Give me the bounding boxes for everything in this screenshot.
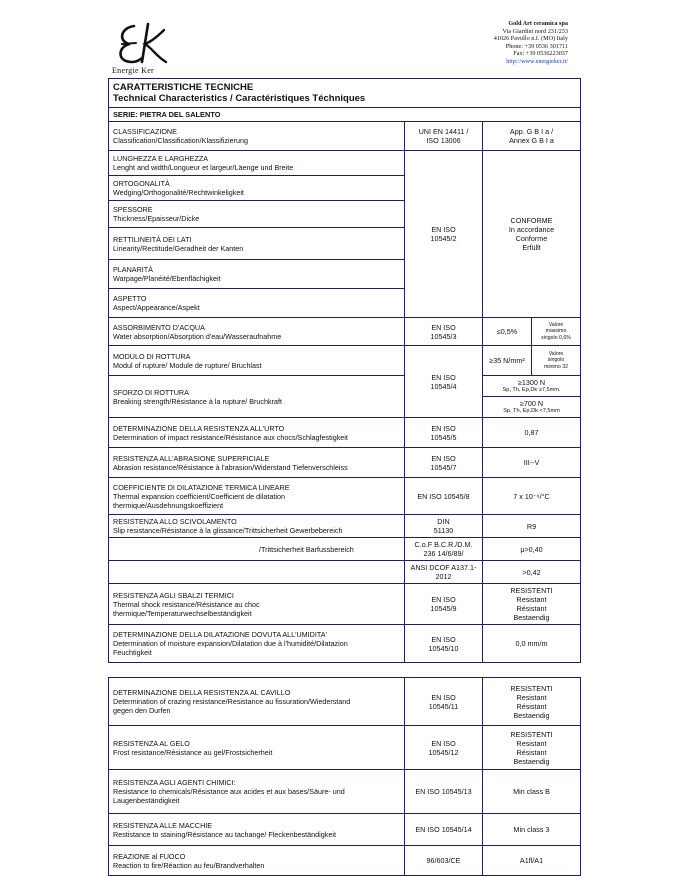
table-row: DETERMINAZIONE DELLA RESISTENZA AL CAVILLO Determination of crazing resistance/Resistance au fissuration/Wiederstand gegen den Durfen EN ISO 10545/11 RESISTENTI Resistant Résistant Bestaendig <box>109 678 581 726</box>
table-row: ASSORBIMENTO D'ACQUA Water absorption/Absorption d'eau/Wasseraufnahme EN ISO 10545/3 ≤0,5% Valore massimo singolo 0,6% <box>109 318 581 346</box>
table-row: CLASSIFICAZIONE Classification/Classification/Klassifizierung UNI EN 14411 / ISO 13006 App. G B I a / Annex G B I a <box>109 122 581 151</box>
table-row: RESISTENZA ALL'ABRASIONE SUPERFICIALE Abrasion resistance/Résistance à l'abrasion/Widerstand Tiefenverschleiss EN ISO 10545/7 III--V <box>109 448 581 478</box>
table-row: RESISTENZA AGLI SBALZI TERMICI Thermal shock resistance/Résistance au choc thermique/Temperaturwechselbeständigkeit EN ISO 10545/9 RESISTENTI Resistant Résistant Bestaendig <box>109 584 581 625</box>
table-row: ASPETTO Aspect/Appearance/Aspekt <box>109 289 581 318</box>
logo-subtitle: Energie Ker <box>112 66 155 75</box>
company-address-2: 41026 Pavullo n.f. (MO) Italy <box>493 35 568 43</box>
company-name: Gold Art ceramica spa <box>508 20 568 27</box>
table-row: MODULO DI ROTTURA Modul of rupture/ Module de rupture/ Bruchlast EN ISO 10545/4 ≥35 N/mm² Valore singolo minimo 32 <box>109 346 581 376</box>
table-row: LUNGHEZZA E LARGHEZZA Lenght and width/Longueur et largeur/Läenge und Breite EN ISO 10545/2 CONFORME In accordance Conforme Erfüllt <box>109 151 581 176</box>
company-info <box>494 20 568 66</box>
table-row: DETERMINAZIONE DELLA DILATAZIONE DOVUTA ALL'UMIDITA' Determination of moisture expansion/Dilatation due à l'humidité/Dilatazion Feuchtigkeit EN ISO 10545/10 0,0 mm/m <box>109 625 581 663</box>
table-title-row <box>109 79 581 108</box>
serie-label: SERIE: PIETRA DEL SALENTO <box>109 108 581 122</box>
table-row: ANSI DCOF A137.1- 2012 >0,42 <box>109 561 581 584</box>
company-url[interactable]: http://www.energieker.it/ <box>506 57 568 65</box>
table-row: ≥700 N Sp, Th, Ep,Dk <7,5mm <box>109 397 581 418</box>
table-subtitle: Technical Characteristics / Caractéristiques Téchniques <box>113 93 366 104</box>
table-row: DETERMINAZIONE DELLA RESISTENZA ALL'URTO Determination of impact resistance/Résistance aux chocs/Schlagfestigkeit EN ISO 10545/5 0,87 <box>109 418 581 448</box>
group1-value: CONFORME In accordance Conforme Erfüllt <box>483 151 581 318</box>
table-row: PLANARITÀ Warpage/Planéité/Ebenflächigkeit <box>109 260 581 289</box>
company-address-1: Via Giardini nord 231/233 <box>502 27 568 35</box>
table-row: REAZIONE al FUOCO Reaction to fire/Réaction au feu/Brandverhalten 96/603/CE A1fl/A1 <box>109 846 581 876</box>
technical-table <box>108 78 581 663</box>
technical-table-2 <box>108 677 581 876</box>
table-row: /Trittsicherheit Barfussbereich C.o.F B.C.R./D.M. 236 14/6/89/ μ>0,40 <box>109 538 581 561</box>
table-row: ORTOGONALITÀ Wedging/Orthogonalité/Rechtwinkeligkeit <box>109 176 581 201</box>
table-row: COEFFICIENTE DI DILATAZIONE TERMICA LINEARE Thermal expansion coefficient/Coefficient de dilatation thermique/Ausdehnungskoeffizient EN ISO 10545/8 7 x 10⁻⁶/°C <box>109 478 581 515</box>
table-row: RESISTENZA AL GELO Frost resistance/Résistance au gel/Frostsicherheit EN ISO 10545/12 RESISTENTI Resistant Résistant Bestaendig <box>109 726 581 770</box>
company-phone: Phone: +39 0536 301711 <box>505 42 568 50</box>
table-title: CARATTERISTICHE TECNICHE <box>113 82 254 93</box>
table-row <box>109 108 581 122</box>
table-row: RETTILINEITÀ DEI LATI Linearity/Rectitude/Geradheit der Kanten <box>109 228 581 260</box>
energieker-logo <box>112 18 172 72</box>
table-row: SFORZO DI ROTTURA Breaking strength/Résistance à la rupture/ Bruchkraft ≥1300 N Sp, Th, Ep,Dk ≥7,5mm. <box>109 376 581 397</box>
table-row: SPESSORE Thickness/Epaisseur/Dicke <box>109 201 581 228</box>
table-row: RESISTENZA AGLI AGENTI CHIMICI: Resistance to chemicals/Résistance aux acides et aux bases/Säure- und Laugenbeständigkeit EN ISO 10545/13 Min class B <box>109 770 581 814</box>
table-row: RESISTENZA ALLE MACCHIE Restistance to staining/Résistance au tachange/ Fleckenbeständigkeit EN ISO 10545/14 Min class 3 <box>109 814 581 846</box>
group1-norm: EN ISO 10545/2 <box>405 151 483 318</box>
table-row: RESISTENZA ALLO SCIVOLAMENTO Slip resistance/Résistance à la glissance/Trittsicherheit Gewerbebereich DIN 51130 R9 <box>109 515 581 538</box>
company-fax: Fax: +39 0536223037 <box>513 50 568 58</box>
